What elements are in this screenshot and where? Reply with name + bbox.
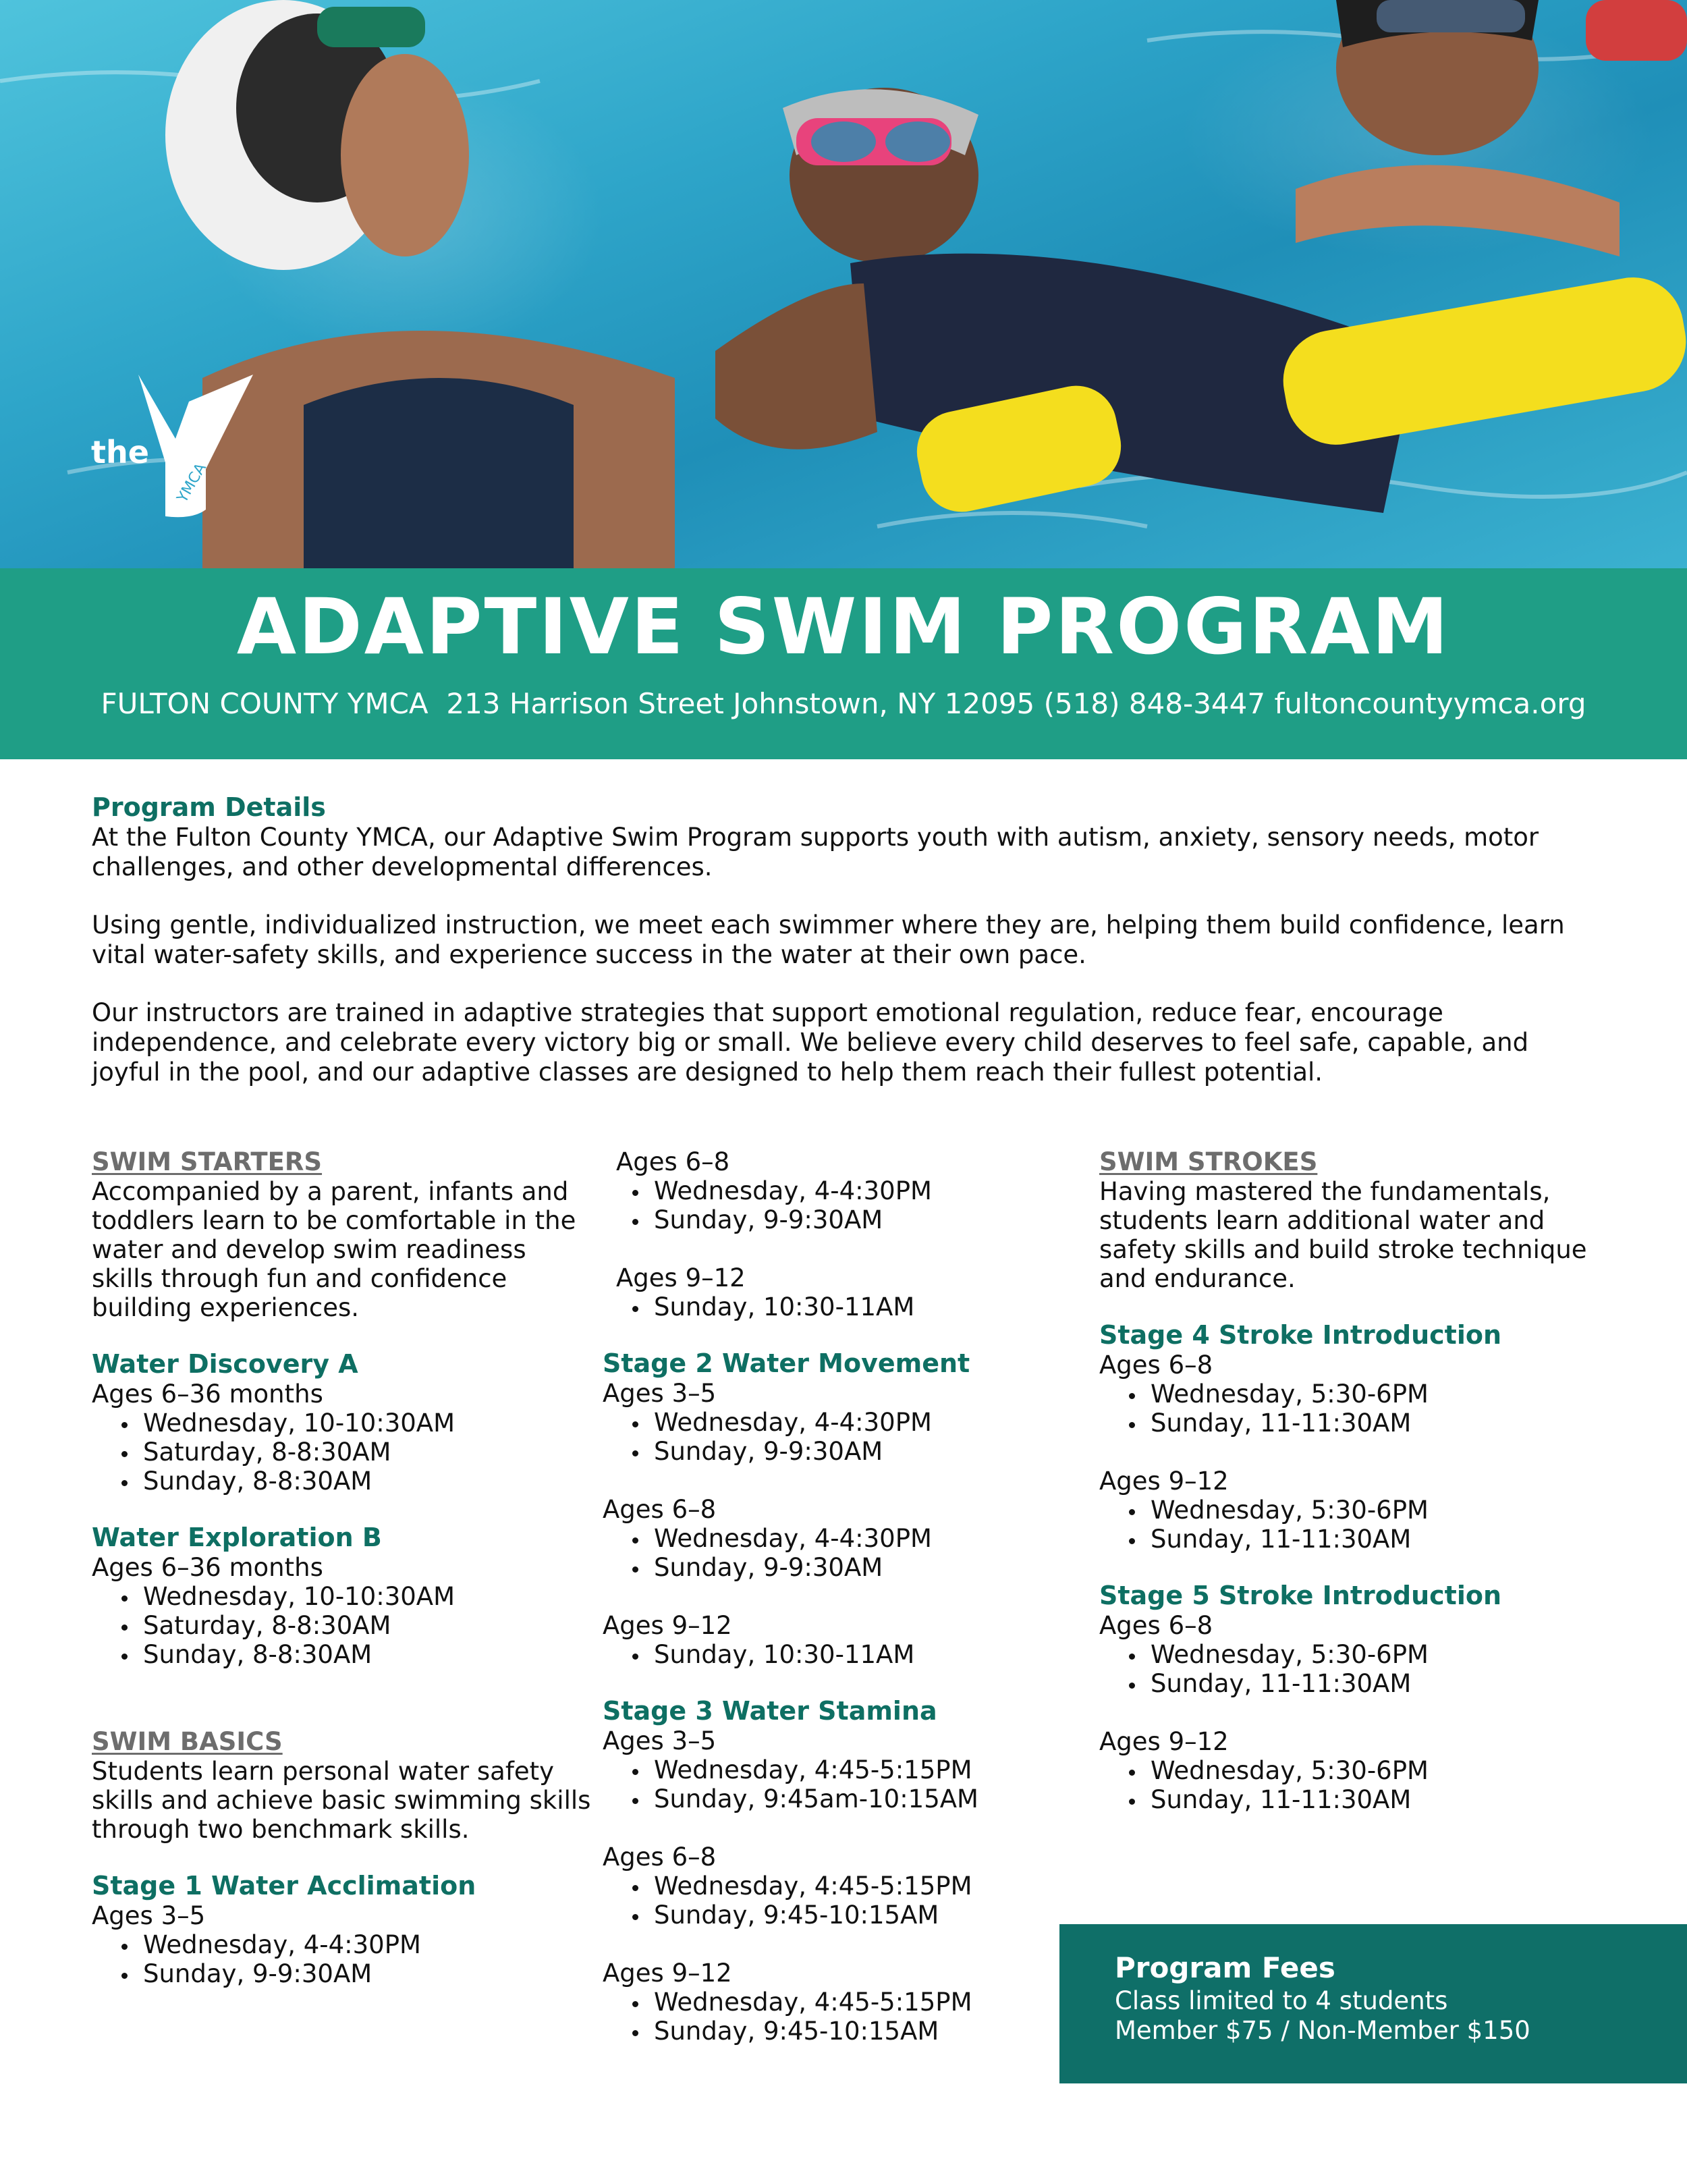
details-paragraph: Our instructors are trained in adaptive strategies that support emotional regulation, reduce fear, encourage independence, and celebrate every victory big or small. We believe every child deserves to feel safe, capable, and joyful in the pool, and our adaptive classes are designed to help them reach their fullest potential. xyxy=(92,998,1529,1087)
schedule-item: Sunday, 11-11:30AM xyxy=(1125,1669,1612,1698)
schedule-list xyxy=(603,1176,1075,1234)
class-limit-text: Class limited to 4 students xyxy=(1115,1986,1448,2015)
class-ages: Ages 9–12 xyxy=(1099,1467,1229,1496)
class-title: Stage 5 Stroke Introduction xyxy=(1099,1581,1502,1610)
column-swim-basics-stages xyxy=(603,1147,1075,2046)
program-fees-title: Program Fees xyxy=(1115,1951,1335,1984)
schedule-item: Wednesday, 4-4:30PM xyxy=(628,1176,1075,1205)
schedule-item: Wednesday, 5:30-6PM xyxy=(1125,1756,1612,1785)
schedule-list xyxy=(603,1640,1075,1669)
swim-starters-heading: SWIM STARTERS xyxy=(92,1147,323,1176)
column-swim-strokes xyxy=(1099,1147,1612,1814)
details-paragraph: At the Fulton County YMCA, our Adaptive Swim Program supports youth with autism, anxiety, sensory needs, motor challenges, and other developmental differences. xyxy=(92,823,1539,881)
schedule-list xyxy=(1099,1380,1612,1438)
schedule-list xyxy=(603,1755,1075,1813)
swim-basics-heading: SWIM BASICS xyxy=(92,1727,283,1756)
class-ages: Ages 3–5 xyxy=(603,1726,717,1755)
program-fees-box xyxy=(1059,1924,1687,2083)
schedule-item: Wednesday, 5:30-6PM xyxy=(1125,1380,1612,1409)
schedule-item: Wednesday, 4:45-5:15PM xyxy=(628,1755,1075,1784)
swim-strokes-text: Having mastered the fundamentals, students learn additional water and safety skills and build stroke technique and endurance. xyxy=(1099,1177,1587,1293)
schedule-item: Wednesday, 4:45-5:15PM xyxy=(628,1872,1075,1901)
class-title: Stage 3 Water Stamina xyxy=(603,1696,937,1726)
schedule-list xyxy=(603,1524,1075,1582)
class-ages: Ages 3–5 xyxy=(603,1379,717,1408)
schedule-item: Sunday, 9:45am-10:15AM xyxy=(628,1784,1075,1813)
class-ages: Ages 9–12 xyxy=(603,1611,732,1640)
schedule-item: Wednesday, 10-10:30AM xyxy=(117,1409,591,1438)
ymca-logo xyxy=(84,375,260,523)
swim-basics-text: Students learn personal water safety skills and achieve basic swimming skills through two benchmark skills. xyxy=(92,1757,591,1844)
class-ages: Ages 6–8 xyxy=(603,1495,717,1524)
schedule-item: Sunday, 10:30-11AM xyxy=(628,1292,1075,1321)
class-title: Water Discovery A xyxy=(92,1349,358,1379)
class-ages: Ages 6–36 months xyxy=(92,1553,323,1582)
program-details-heading: Program Details xyxy=(92,792,326,822)
schedule-item: Sunday, 9:45-10:15AM xyxy=(628,2017,1075,2046)
schedule-list xyxy=(603,1988,1075,2046)
class-ages: Ages 6–8 xyxy=(603,1842,717,1872)
schedule-item: Wednesday, 4-4:30PM xyxy=(628,1408,1075,1437)
schedule-item: Sunday, 8-8:30AM xyxy=(117,1640,591,1669)
schedule-item: Sunday, 10:30-11AM xyxy=(628,1640,1075,1669)
swim-starters-text: Accompanied by a parent, infants and toddlers learn to be comfortable in the water and develop swim readiness skills through fun and confidence building experiences. xyxy=(92,1177,576,1322)
contact-line: FULTON COUNTY YMCA 213 Harrison Street Johnstown, NY 12095 (518) 848-3447 fultoncountyymca.org xyxy=(101,687,1586,720)
program-details xyxy=(92,792,1597,1116)
schedule-list xyxy=(92,1930,591,1988)
schedule-list xyxy=(603,1292,1075,1321)
column-swim-starters-basics xyxy=(92,1147,591,1988)
schedule-list xyxy=(1099,1756,1612,1814)
class-ages: Ages 6–8 xyxy=(1099,1350,1213,1380)
class-ages: Ages 9–12 xyxy=(603,1959,732,1988)
class-ages: Ages 3–5 xyxy=(92,1901,206,1930)
logo-the-text: the xyxy=(91,434,149,470)
schedule-item: Wednesday, 10-10:30AM xyxy=(117,1582,591,1611)
schedule-item: Wednesday, 5:30-6PM xyxy=(1125,1640,1612,1669)
schedule-list xyxy=(1099,1496,1612,1554)
class-ages: Ages 9–12 xyxy=(1099,1727,1229,1756)
schedule-item: Sunday, 9-9:30AM xyxy=(628,1437,1075,1466)
page-title: ADAPTIVE SWIM PROGRAM xyxy=(236,582,1451,672)
swim-strokes-heading: SWIM STROKES xyxy=(1099,1147,1318,1176)
schedule-item: Saturday, 8-8:30AM xyxy=(117,1611,591,1640)
schedule-list xyxy=(603,1872,1075,1930)
class-title: Stage 2 Water Movement xyxy=(603,1348,970,1378)
logo-subtext: YMCA xyxy=(173,460,210,506)
class-title: Water Exploration B xyxy=(92,1523,382,1552)
schedule-item: Wednesday, 5:30-6PM xyxy=(1125,1496,1612,1525)
schedule-item: Sunday, 9-9:30AM xyxy=(117,1959,591,1988)
details-paragraph: Using gentle, individualized instruction, we meet each swimmer where they are, helping them build confidence, learn vital water-safety skills, and experience success in the water at their own pace. xyxy=(92,910,1565,969)
class-ages: Ages 6–8 xyxy=(1099,1611,1213,1640)
class-ages: Ages 6–36 months xyxy=(92,1380,323,1409)
schedule-list xyxy=(1099,1640,1612,1698)
schedule-item: Sunday, 9:45-10:15AM xyxy=(628,1901,1075,1930)
schedule-item: Sunday, 8-8:30AM xyxy=(117,1467,591,1496)
class-ages: Ages 9–12 xyxy=(616,1263,746,1292)
schedule-item: Saturday, 8-8:30AM xyxy=(117,1438,591,1467)
schedule-item: Wednesday, 4-4:30PM xyxy=(628,1524,1075,1553)
class-title: Stage 1 Water Acclimation xyxy=(92,1871,476,1901)
schedule-item: Wednesday, 4-4:30PM xyxy=(117,1930,591,1959)
class-ages: Ages 6–8 xyxy=(616,1147,730,1176)
schedule-list xyxy=(92,1409,591,1496)
fee-amounts-text: Member $75 / Non-Member $150 xyxy=(1115,2016,1530,2045)
class-title: Stage 4 Stroke Introduction xyxy=(1099,1320,1502,1350)
schedule-list xyxy=(92,1582,591,1669)
schedule-item: Wednesday, 4:45-5:15PM xyxy=(628,1988,1075,2017)
schedule-item: Sunday, 9-9:30AM xyxy=(628,1205,1075,1234)
schedule-item: Sunday, 9-9:30AM xyxy=(628,1553,1075,1582)
schedule-item: Sunday, 11-11:30AM xyxy=(1125,1409,1612,1438)
hero-photo xyxy=(0,0,1687,568)
schedule-item: Sunday, 11-11:30AM xyxy=(1125,1525,1612,1554)
schedule-list xyxy=(603,1408,1075,1466)
schedule-item: Sunday, 11-11:30AM xyxy=(1125,1785,1612,1814)
